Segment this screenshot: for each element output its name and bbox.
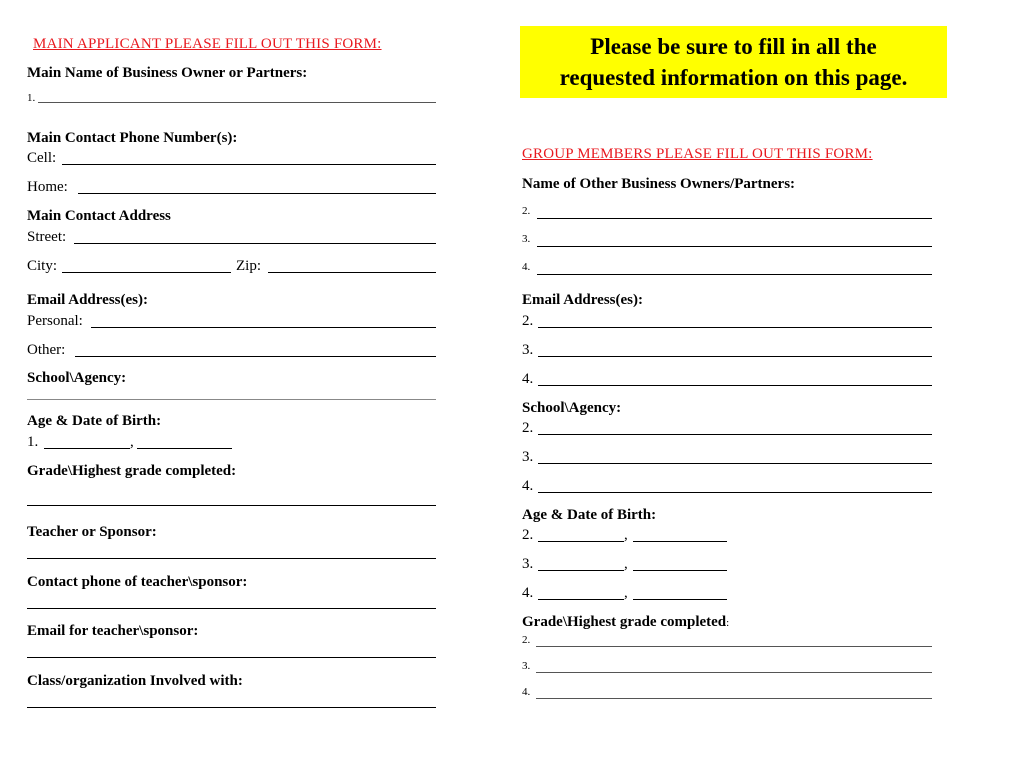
group-grade-label [522, 614, 729, 631]
grade-4-number: 4. [522, 686, 531, 698]
teacher-phone-label: Contact phone of teacher\sponsor: [27, 574, 248, 590]
grade-4-line[interactable] [536, 698, 932, 699]
school-4-number: 4. [522, 478, 534, 494]
group-grade-colon: : [726, 617, 730, 629]
email-label: Email Address(es): [27, 292, 148, 308]
grade-2-line[interactable] [536, 646, 932, 647]
owner-3-number: 3. [522, 233, 531, 245]
class-line[interactable] [27, 707, 436, 708]
group-email-label: Email Address(es): [522, 292, 643, 308]
dob-line[interactable] [137, 448, 232, 449]
dob-2-line[interactable] [633, 541, 727, 542]
group-age-label: Age & Date of Birth: [522, 507, 657, 523]
email-3-number: 3. [522, 342, 534, 358]
city-line[interactable] [62, 272, 231, 273]
grade-2-number: 2. [522, 634, 531, 646]
owner-name-line[interactable] [38, 102, 436, 103]
notice-line-2: requested information on this page. [559, 65, 908, 90]
age-line[interactable] [44, 448, 130, 449]
teacher-phone-line[interactable] [27, 608, 436, 609]
other-owners-label: Name of Other Business Owners/Partners: [522, 176, 796, 192]
school-2-line[interactable] [538, 434, 932, 435]
grade-3-line[interactable] [536, 672, 932, 673]
school-2-number: 2. [522, 420, 534, 436]
email-3-line[interactable] [538, 356, 932, 357]
group-school-label: School\Agency: [522, 400, 622, 416]
age-2-line[interactable] [538, 541, 624, 542]
age-2-number: 2. [522, 527, 534, 543]
dob-4-line[interactable] [633, 599, 727, 600]
owner-3-line[interactable] [537, 246, 932, 247]
age-number: 1. [27, 434, 39, 450]
owner-2-line[interactable] [537, 218, 932, 219]
age-3-comma: , [624, 556, 628, 572]
school-4-line[interactable] [538, 492, 932, 493]
owner-4-line[interactable] [537, 274, 932, 275]
personal-label: Personal: [27, 313, 83, 329]
street-line[interactable] [74, 243, 436, 244]
age-4-line[interactable] [538, 599, 624, 600]
age-4-number: 4. [522, 585, 534, 601]
city-label: City: [27, 258, 58, 274]
home-label: Home: [27, 179, 68, 195]
dob-3-line[interactable] [633, 570, 727, 571]
age-comma: , [130, 434, 134, 450]
personal-email-line[interactable] [91, 327, 436, 328]
zip-line[interactable] [268, 272, 436, 273]
age-3-line[interactable] [538, 570, 624, 571]
notice-box [520, 26, 947, 98]
main-applicant-title: MAIN APPLICANT PLEASE FILL OUT THIS FORM: [33, 36, 382, 52]
group-members-title: GROUP MEMBERS PLEASE FILL OUT THIS FORM: [522, 146, 873, 162]
grade-3-number: 3. [522, 660, 531, 672]
street-label: Street: [27, 229, 67, 245]
other-label: Other: [27, 342, 66, 358]
teacher-email-label: Email for teacher\sponsor: [27, 623, 199, 639]
school-line[interactable] [27, 399, 436, 400]
class-label: Class/organization Involved with: [27, 673, 243, 689]
teacher-email-line[interactable] [27, 657, 436, 658]
school-label: School\Agency: [27, 370, 127, 386]
group-grade-text: Grade\Highest grade completed [522, 614, 727, 630]
contact-phone-label: Main Contact Phone Number(s): [27, 130, 238, 146]
age-4-comma: , [624, 585, 628, 601]
school-3-number: 3. [522, 449, 534, 465]
email-2-line[interactable] [538, 327, 932, 328]
cell-line[interactable] [62, 164, 436, 165]
email-4-number: 4. [522, 371, 534, 387]
age-label: Age & Date of Birth: [27, 413, 162, 429]
teacher-line[interactable] [27, 558, 436, 559]
teacher-label: Teacher or Sponsor: [27, 524, 157, 540]
school-3-line[interactable] [538, 463, 932, 464]
owner-2-number: 2. [522, 205, 531, 217]
notice-line-1: Please be sure to fill in all the [590, 34, 877, 59]
age-2-comma: , [624, 527, 628, 543]
home-line[interactable] [78, 193, 436, 194]
email-4-line[interactable] [538, 385, 932, 386]
age-3-number: 3. [522, 556, 534, 572]
owner-name-label: Main Name of Business Owner or Partners: [27, 65, 308, 81]
owner-number: 1. [27, 92, 36, 104]
email-2-number: 2. [522, 313, 534, 329]
grade-label: Grade\Highest grade completed: [27, 463, 237, 479]
grade-line[interactable] [27, 505, 436, 506]
address-label: Main Contact Address [27, 208, 171, 224]
owner-4-number: 4. [522, 261, 531, 273]
zip-label: Zip: [236, 258, 261, 274]
other-email-line[interactable] [75, 356, 436, 357]
cell-label: Cell: [27, 150, 57, 166]
